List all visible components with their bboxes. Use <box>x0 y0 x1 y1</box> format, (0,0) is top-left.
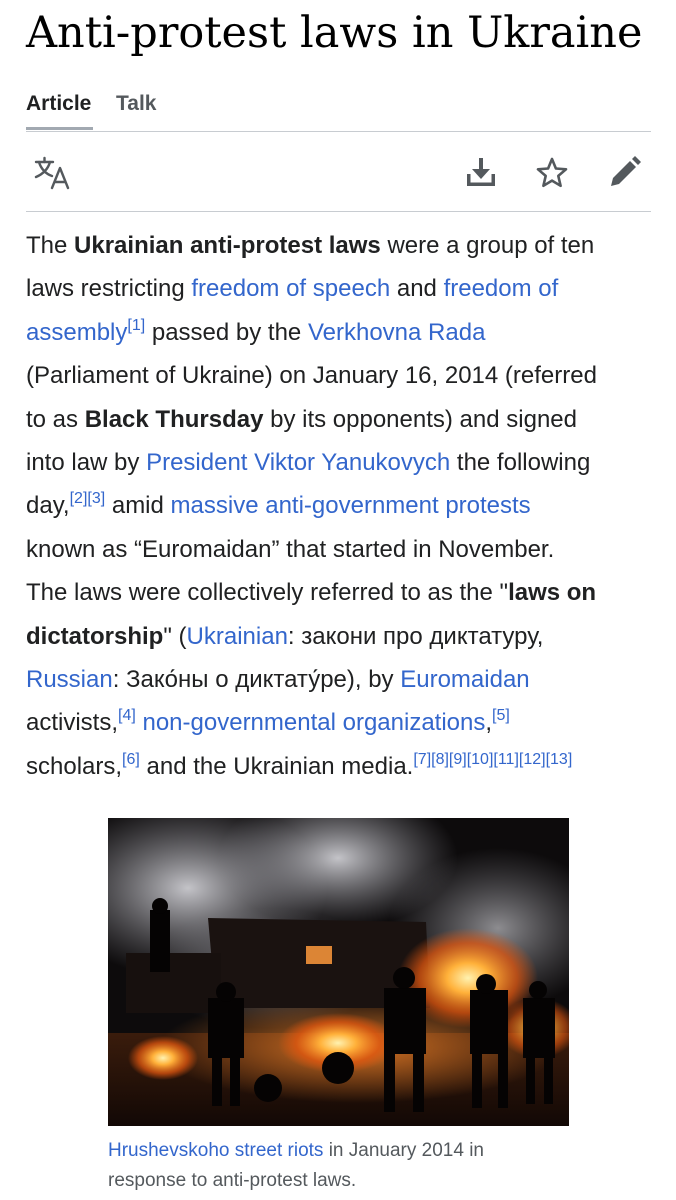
citation-link[interactable]: [4] <box>118 707 136 725</box>
caption-link-hrushevskoho-riots[interactable]: Hrushevskoho street riots <box>108 1140 324 1161</box>
active-tab-indicator <box>26 127 93 130</box>
article-link[interactable]: Russian <box>26 666 113 694</box>
article-text: into law by <box>26 449 147 477</box>
caption-text-line2: response to anti-protest laws. <box>108 1170 357 1191</box>
citation-link[interactable]: [5] <box>492 707 510 725</box>
figure-caption <box>108 1136 578 1196</box>
article-text: were a group of ten <box>380 232 595 259</box>
translate-icon[interactable] <box>33 155 73 191</box>
article-text: " ( <box>163 622 187 650</box>
article-link[interactable]: non-governmental organizations <box>142 709 486 737</box>
article-text: by its opponents) and signed <box>263 405 577 433</box>
article-link[interactable]: massive anti-government protests <box>170 492 531 520</box>
article-text: the following <box>450 449 591 477</box>
article-text: and <box>390 275 444 303</box>
page-title: Anti-protest laws in Ukraine <box>26 8 643 58</box>
article-link[interactable]: Ukrainian <box>186 622 288 650</box>
citation-ref <box>70 490 106 507</box>
article-link[interactable]: Verkhovna Rada <box>307 318 486 346</box>
article-text: passed by the <box>145 318 308 346</box>
bold-term: laws on <box>508 579 597 607</box>
citation-ref <box>118 707 136 724</box>
citation-link[interactable]: [2][3] <box>69 490 106 508</box>
riot-photo[interactable] <box>108 818 569 1126</box>
star-icon[interactable] <box>533 154 571 192</box>
tabs-divider <box>26 131 651 132</box>
article-tabs <box>26 84 651 132</box>
pencil-icon[interactable] <box>605 154 643 192</box>
download-icon[interactable] <box>462 154 500 192</box>
article-text: amid <box>105 492 171 520</box>
article-text: : закони про диктатуру, <box>287 622 544 650</box>
article-link[interactable]: freedom of <box>443 275 559 303</box>
bold-term: Ukrainian anti-protest laws <box>74 232 381 259</box>
caption-text-line1: in January 2014 in <box>323 1140 484 1161</box>
article-text: : Зако́ны о диктату́ре), by <box>112 666 401 694</box>
article-link[interactable]: Euromaidan <box>400 666 530 694</box>
tab-talk[interactable]: Talk <box>116 92 157 115</box>
article-link[interactable]: assembly <box>26 318 128 346</box>
article-text: and the Ukrainian media. <box>139 752 414 780</box>
article-link[interactable]: freedom of speech <box>191 275 391 303</box>
article-lead-paragraph <box>26 224 654 788</box>
article-text: , <box>485 709 493 737</box>
article-text: to as <box>26 405 85 433</box>
article-text: known as “Euromaidan” that started in November. <box>26 535 555 563</box>
article-text: The <box>26 232 75 259</box>
article-text: laws restricting <box>26 275 192 303</box>
citation-ref <box>492 707 510 724</box>
article-text: The laws were collectively referred to as the " <box>26 579 509 607</box>
citation-ref <box>127 317 145 334</box>
article-text: activists, <box>26 709 119 737</box>
article-text: scholars, <box>26 752 123 780</box>
citation-link[interactable]: [6] <box>122 750 140 768</box>
citation-link[interactable]: [7][8][9][10][11][12][13] <box>413 750 573 768</box>
article-link[interactable]: President Viktor Yanukovych <box>146 449 451 477</box>
citation-ref <box>413 751 572 768</box>
article-text: (Parliament of Ukraine) on January 16, 2014 (referred <box>26 362 597 390</box>
citation-link[interactable]: [1] <box>127 316 146 334</box>
tab-article[interactable]: Article <box>26 92 92 115</box>
bold-term: dictatorship <box>26 622 164 650</box>
toolbar-divider <box>26 211 651 212</box>
citation-ref <box>122 751 140 768</box>
article-text: day, <box>26 492 70 520</box>
bold-term: Black Thursday <box>84 405 264 433</box>
